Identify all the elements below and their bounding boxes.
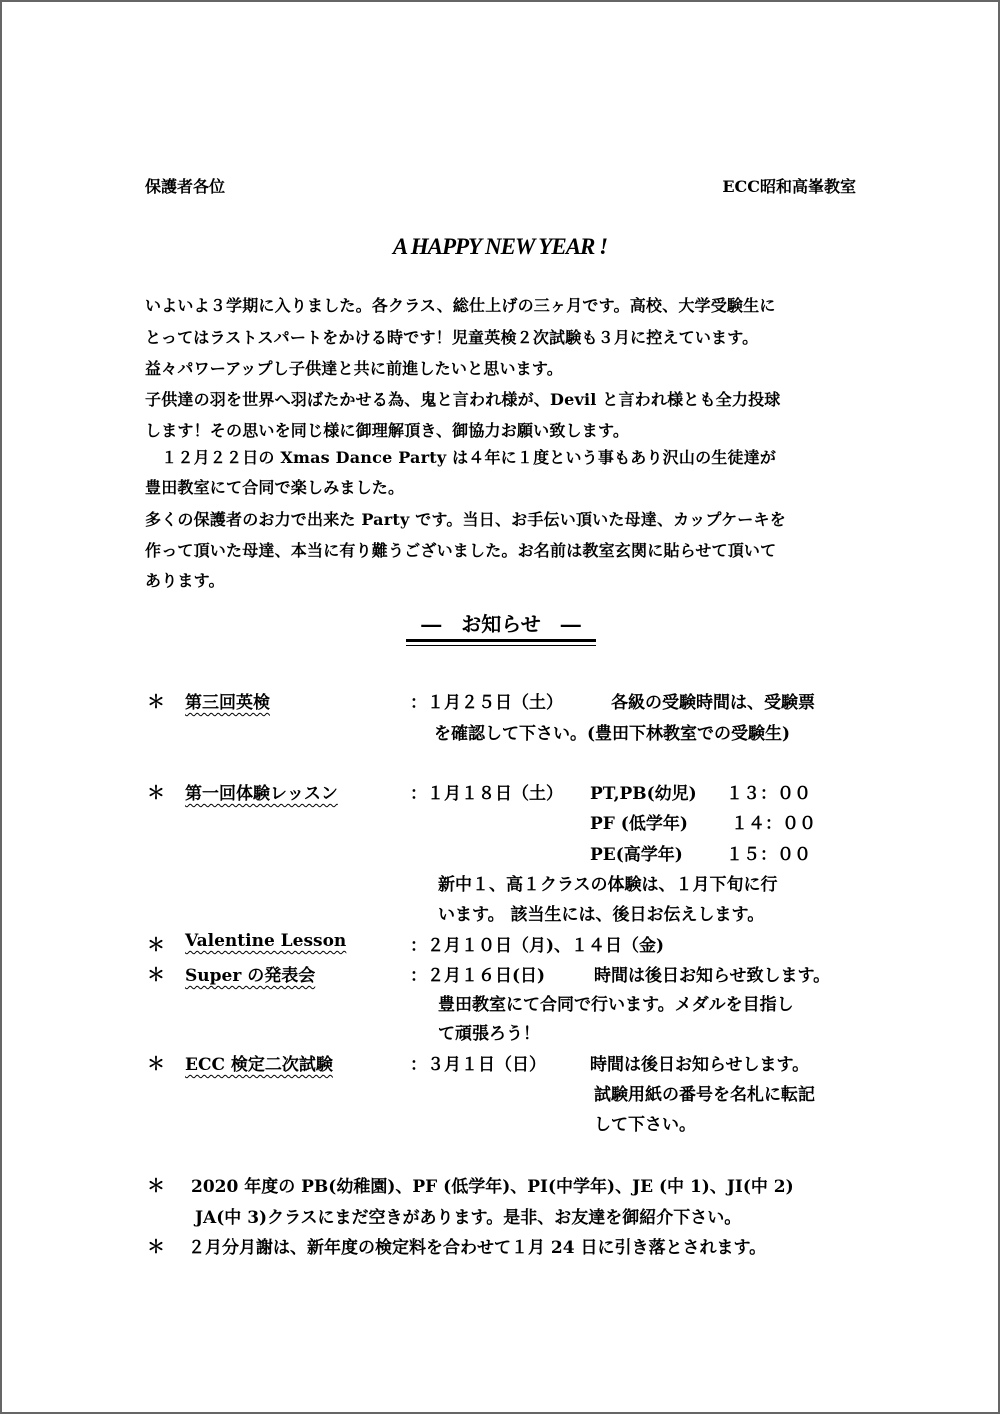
event-detail: 新中１、高１クラスの体験は、１月下旬に行 (438, 875, 778, 895)
note-line: JA(中 3)クラスにまだ空きがあります。是非、お友達を御紹介下さい。 (195, 1208, 742, 1228)
intro-line: 益々パワーアップし子供達と共に前進したいと思います。 (145, 359, 564, 378)
bullet-icon: ＊ (147, 692, 165, 713)
schedule-time: １４：００ (731, 814, 816, 834)
bullet-icon: ＊ (147, 783, 165, 804)
event-detail: を確認して下さい。(豊田下林教室での受験生) (434, 724, 791, 744)
event-detail: 豊田教室にて合同で行います。メダルを目指し (438, 995, 794, 1015)
bullet-icon: ＊ (147, 965, 165, 986)
event-title: 第一回体験レッスン (185, 784, 338, 804)
bullet-icon: ＊ (147, 935, 165, 956)
event-detail: して下さい。 (594, 1115, 696, 1135)
notice-heading: ― お知らせ ― (406, 608, 596, 642)
bullet-icon: ＊ (147, 1237, 165, 1258)
intro-line: 作って頂いた母達、本当に有り難うございました。お名前は教室玄関に貼らせて頂いて (145, 541, 777, 560)
event-date: ：３月１日（日） (410, 1055, 546, 1075)
event-detail: 時間は後日お知らせします。 (590, 1055, 810, 1075)
event-date: ：２月１６日(日) (410, 966, 546, 986)
event-date: ：１月１８日（土） (410, 784, 563, 804)
event-date: ：１月２５日（土） (410, 693, 563, 713)
event-title: ECC 検定二次試験 (185, 1055, 333, 1075)
bullet-icon: ＊ (147, 1176, 165, 1197)
note-line: 2020 年度の PB(幼稚園)、PF (低学年)、PI(中学年)、JE (中 1)、JI(中 2) (191, 1177, 794, 1197)
schedule-class: PE(高学年) (590, 845, 683, 865)
intro-line: します！その思いを同じ様に御理解頂き、御協力お願い致します。 (145, 421, 630, 440)
event-title: Valentine Lesson (185, 931, 347, 951)
recipient: 保護者各位 (145, 177, 226, 196)
schedule-time: １３：００ (726, 784, 811, 804)
intro-line: あります。 (145, 571, 225, 590)
bullet-icon: ＊ (147, 1054, 165, 1075)
intro-line: １２月２２日の Xmas Dance Party は４年に１度という事もあり沢山の生徒達が (145, 448, 777, 467)
page-title: A HAPPY NEW YEAR ! (392, 234, 608, 259)
intro-line: 子供達の羽を世界へ羽ばたかせる為、鬼と言われ様が、Devil と言われ様とも全力投球 (145, 390, 781, 409)
event-detail: います。 該当生には、後日お伝えします。 (438, 905, 765, 925)
intro-line: 豊田教室にて合同で楽しみました。 (145, 478, 405, 497)
schedule-class: PT,PB(幼児) (590, 784, 697, 804)
schedule-class: PF (低学年) (590, 814, 688, 834)
event-title: 第三回英検 (185, 693, 270, 713)
intro-line: とってはラストスパートをかける時です！児童英検２次試験も３月に控えています。 (145, 328, 759, 347)
intro-line: いよいよ３学期に入りました。各クラス、総仕上げの三ヶ月です。高校、大学受験生に (145, 296, 776, 315)
event-detail: 各級の受験時間は、受験票 (611, 693, 815, 713)
event-date: ：２月１０日（月)、１４日（金) (410, 936, 665, 956)
note-line: ２月分月謝は、新年度の検定料を合わせて１月 24 日に引き落とされます。 (188, 1238, 767, 1258)
event-detail: 試験用紙の番号を名札に転記 (594, 1085, 815, 1105)
sender: ECC昭和高峯教室 (722, 177, 856, 196)
schedule-time: １５：００ (726, 845, 811, 865)
event-detail: 時間は後日お知らせ致します。 (594, 966, 831, 986)
intro-line: 多くの保護者のお力で出来た Party です。当日、お手伝い頂いた母達、カップケーキを (145, 510, 786, 529)
event-title: Super の発表会 (185, 966, 316, 986)
event-detail: て頑張ろう！ (438, 1024, 540, 1044)
